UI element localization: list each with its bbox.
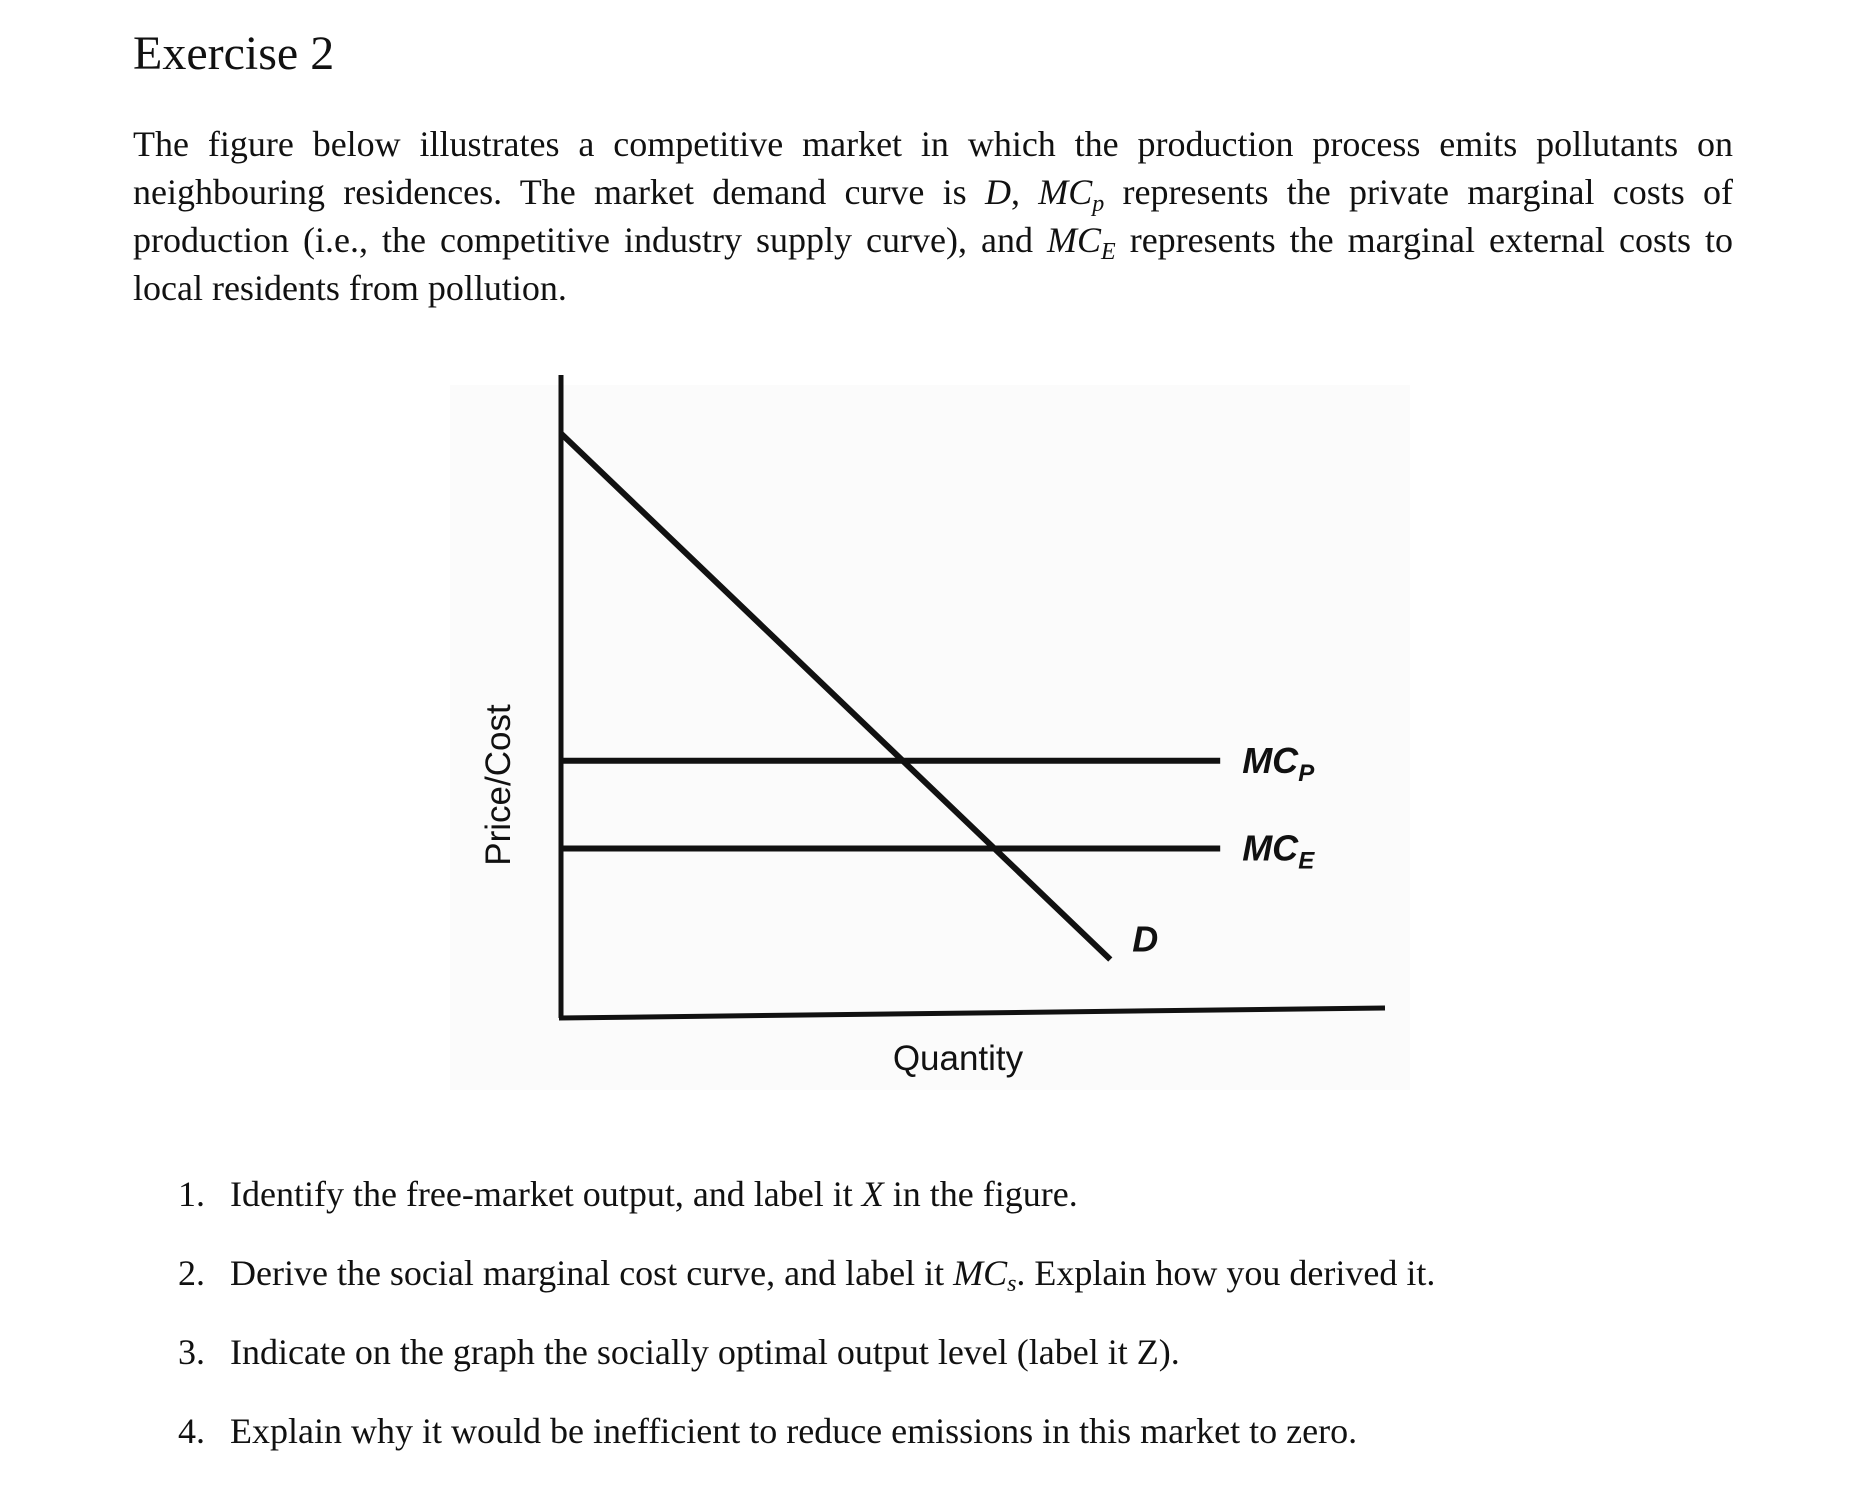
mce-subscript: E xyxy=(1101,239,1116,265)
task-number: 4. xyxy=(178,1411,205,1451)
intro-text-2: , xyxy=(1010,172,1039,212)
task-list xyxy=(178,1170,1435,1486)
task-variable: X xyxy=(861,1174,884,1214)
task-text: Identify the free-market output, and label it xyxy=(230,1174,862,1214)
intro-paragraph xyxy=(133,120,1733,312)
intro-text-3: represents the private marginal costs of production (i.e., the competitive industry supply curve), and xyxy=(133,172,1734,260)
x-axis xyxy=(559,1008,1385,1018)
exercise-title: Exercise 2 xyxy=(133,27,335,80)
task-number: 2. xyxy=(178,1253,205,1293)
task-number: 3. xyxy=(178,1332,205,1372)
series-layer xyxy=(561,434,1315,960)
mce-curve-label-subscript: E xyxy=(1298,847,1315,875)
demand-symbol: D xyxy=(984,172,1011,212)
task-item-2 xyxy=(178,1249,1435,1328)
mcp-symbol: MC xyxy=(1038,172,1093,212)
market-figure xyxy=(450,355,1410,1090)
mcp-subscript: p xyxy=(1092,191,1105,217)
task-text-end: . Explain how you derived it. xyxy=(1016,1253,1436,1293)
intro-text-1: The figure below illustrates a competitive market in which the production process emits pollutants on neighbouring residences. The market demand curve is xyxy=(133,124,1733,212)
task-item-3 xyxy=(178,1328,1435,1407)
task-item-4 xyxy=(178,1407,1435,1486)
x-axis-label: Quantity xyxy=(892,1039,1024,1078)
task-text: Explain why it would be inefficient to reduce emissions in this market to zero. xyxy=(230,1411,1358,1451)
task-variable-subscript: s xyxy=(1007,1271,1017,1297)
task-text: Indicate on the graph the socially optimal output level (label it Z). xyxy=(230,1332,1180,1372)
d-curve xyxy=(561,434,1110,960)
mcp-curve-label-subscript: P xyxy=(1298,759,1315,787)
mce-symbol: MC xyxy=(1047,220,1102,260)
y-axis-label: Price/Cost xyxy=(479,704,518,866)
task-number: 1. xyxy=(178,1174,205,1214)
intro-text-4: represents the marginal external costs to local residents from pollution. xyxy=(133,220,1733,308)
task-text: Derive the social marginal cost curve, and label it xyxy=(230,1253,954,1293)
mce-curve-label: $MC_E$ xyxy=(1242,827,1315,875)
task-variable: MC xyxy=(953,1253,1008,1293)
mcp-curve-label: $MC_P$ xyxy=(1242,739,1315,787)
market-chart xyxy=(450,355,1410,1090)
task-text-end: in the figure. xyxy=(883,1174,1078,1214)
d-curve-label: D xyxy=(1132,918,1159,960)
task-item-1 xyxy=(178,1170,1435,1249)
